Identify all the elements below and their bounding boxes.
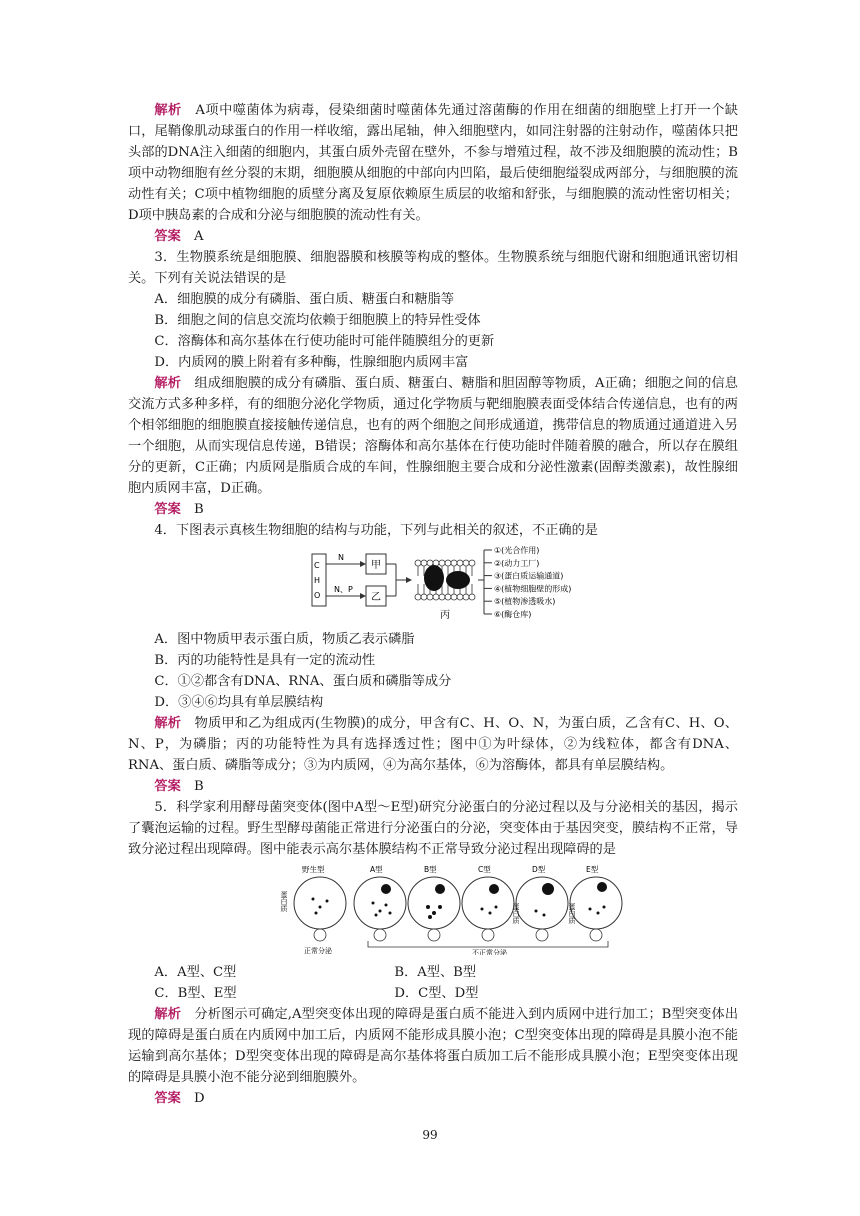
box-jia: 甲 — [371, 560, 381, 571]
function-1: ①(光合作用) — [494, 546, 540, 555]
q5-answer: 答案 D — [154, 1091, 205, 1106]
protein-label-mid: 蛋白质 — [512, 903, 520, 924]
q3-option-b: B．细胞之间的信息交流均依赖于细胞膜上的特异性受体 — [154, 313, 481, 328]
arrow-n-label: N — [338, 553, 344, 562]
q5-options-row-1 — [128, 962, 738, 983]
element-o: O — [314, 591, 321, 600]
page-number: 99 — [422, 1128, 438, 1142]
cell-membrane-figure — [128, 544, 738, 626]
analysis-label: 解析 — [154, 1007, 182, 1022]
q3-answer: 答案 B — [154, 502, 204, 517]
type-b: B型 — [424, 865, 437, 874]
element-c: C — [314, 561, 320, 570]
box-yi: 乙 — [371, 592, 381, 603]
q5-option-b: B．A型、B型 — [394, 965, 477, 980]
q4-stem: 4．下图表示真核生物细胞的结构与功能，下列与此相关的叙述，不正确的是 — [154, 523, 598, 538]
answer-label: 答案 — [154, 1091, 181, 1106]
q4-option-d: D．③④⑥均具有单层膜结构 — [154, 695, 324, 710]
analysis-label: 解析 — [154, 376, 182, 391]
function-4: ④(植物细胞壁的形成) — [494, 584, 572, 594]
q3-stem: 3．生物膜系统是细胞膜、细胞器膜和核膜等构成的整体。生物膜系统与细胞代谢和细胞通讯密切相关。下列有关说法错误的是 — [128, 250, 738, 286]
q3-option-d: D．内质网的膜上附着有多种酶，性腺细胞内质网丰富 — [154, 355, 469, 370]
q5-analysis: 解析 分析图示可确定,A型突变体出现的障碍是蛋白质不能进入到内质网中进行加工；B型突变体出现的障碍是蛋白质在内质网中加工后，内质网不能形成具膜小泡；C型突变体出现的障碍是具膜小泡不能运输到高尔基体；D型突变体出现的障碍是高尔基体将蛋白质加工后不能形成具膜小泡；E型突变体出现的障碍是具膜小泡不能分泌到细胞膜外。 — [128, 1007, 739, 1085]
q3-option-c: C．溶酶体和高尔基体在行使功能时可能伴随膜组分的更新 — [154, 334, 495, 349]
answer-label: 答案 — [154, 229, 181, 244]
bilayer-icon — [414, 558, 478, 602]
analysis-label: 解析 — [154, 716, 182, 731]
type-wild: 野生型 — [302, 865, 325, 874]
function-2: ②(动力工厂) — [494, 558, 540, 568]
q2-analysis: 解析 A项中噬菌体为病毒，侵染细菌时噬菌体先通过溶菌酶的作用在细菌的细胞壁上打开一个缺口，尾鞘像肌动球蛋白的作用一样收缩，露出尾轴，伸入细胞壁内，如同注射器的注射动作，噬菌体只把头部的DNA注入细菌的细胞内，其蛋白质外壳留在壁外，不参与增殖过程，故不涉及细胞膜的流动性；B项中动物细胞有丝分裂的末期，细胞膜从细胞的中部向内凹陷，最后使细胞缢裂成两部分，与细胞膜的流动性有关；C项中植物细胞的质壁分离及复原依赖原生质层的收缩和舒张，与细胞膜的流动性密切相关；D项中胰岛素的合成和分泌与细胞膜的流动性有关。 — [128, 103, 738, 223]
q5-options-row-2 — [128, 983, 738, 1004]
answer-label: 答案 — [154, 502, 181, 517]
membrane-label-bing: 丙 — [440, 610, 450, 621]
arrow-np-label: N、P — [334, 585, 353, 594]
q4-option-b: B．丙的功能特性是具有一定的流动性 — [154, 653, 376, 668]
q4-analysis: 解析 物质甲和乙为组成丙(生物膜)的成分，甲含有C、H、O、N，为蛋白质，乙含有C、H、O、N、P，为磷脂；丙的功能特性为具有选择透过性；图中①为叶绿体，②为线粒体，都含有DNA、RNA、蛋白质、磷脂等成分；③为内质网，④为高尔基体，⑥为溶酶体，都具有单层膜结构。 — [128, 716, 738, 773]
type-d: D型 — [532, 865, 546, 874]
abnormal-secretion-label: 不正常分泌 — [472, 949, 507, 955]
type-a: A型 — [370, 865, 383, 874]
normal-secretion-label: 正常分泌 — [304, 947, 332, 955]
q2-answer: 答案 A — [154, 229, 204, 244]
protein-label-left: 蛋白质 — [280, 891, 288, 912]
q5-option-d: D．C型、D型 — [394, 986, 479, 1001]
yeast-mutant-figure — [128, 863, 738, 959]
yeast-mutant-diagram — [128, 863, 738, 955]
type-e: E型 — [586, 865, 599, 874]
function-3: ③(蛋白质运输通道) — [494, 571, 564, 581]
protein-label-right: 蛋白质 — [568, 903, 576, 924]
q3-option-a: A．细胞膜的成分有磷脂、蛋白质、糖蛋白和糖脂等 — [154, 292, 455, 307]
type-c: C型 — [478, 865, 491, 874]
q4-option-a: A．图中物质甲表示蛋白质，物质乙表示磷脂 — [154, 632, 415, 647]
element-h: H — [314, 576, 321, 585]
q5-stem: 5．科学家利用酵母菌突变体(图中A型～E型)研究分泌蛋白的分泌过程以及与分泌相关的基因，揭示了囊泡运输的过程。野生型酵母菌能正常进行分泌蛋白的分泌，突变体由于基因突变，膜结构不正常，导致分泌过程出现障碍。图中能表示高尔基体膜结构不正常导致分泌过程出现障碍的是 — [128, 800, 738, 857]
analysis-label: 解析 — [154, 103, 182, 118]
document-page — [128, 100, 738, 1109]
q4-answer: 答案 B — [154, 779, 204, 794]
q4-option-c: C．①②都含有DNA、RNA、蛋白质和磷脂等成分 — [154, 674, 452, 689]
q5-option-a: A．A型、C型 — [154, 965, 237, 980]
q3-analysis: 解析 组成细胞膜的成分有磷脂、蛋白质、糖蛋白、糖脂和胆固醇等物质，A正确；细胞之间的信息交流方式多种多样，有的细胞分泌化学物质，通过化学物质与靶细胞膜表面受体结合传递信息，也有的两个相邻细胞的细胞膜直接接触传递信息，也有的两个细胞之间形成通道，携带信息的物质通过通道进入另一个细胞，从而实现信息传递，B错误；溶酶体和高尔基体在行使功能时伴随着膜的融合，所以存在膜组分的更新，C正确；内质网是脂质合成的车间，性腺细胞主要合成和分泌性激素(固醇类激素)，故性腺细胞内质网丰富，D正确。 — [128, 376, 738, 496]
function-6: ⑥(酶仓库) — [494, 610, 532, 619]
function-5: ⑤(植物渗透吸水) — [494, 597, 556, 607]
membrane-diagram — [128, 544, 738, 622]
answer-label: 答案 — [154, 779, 181, 794]
q5-option-c: C．B型、E型 — [154, 986, 237, 1001]
